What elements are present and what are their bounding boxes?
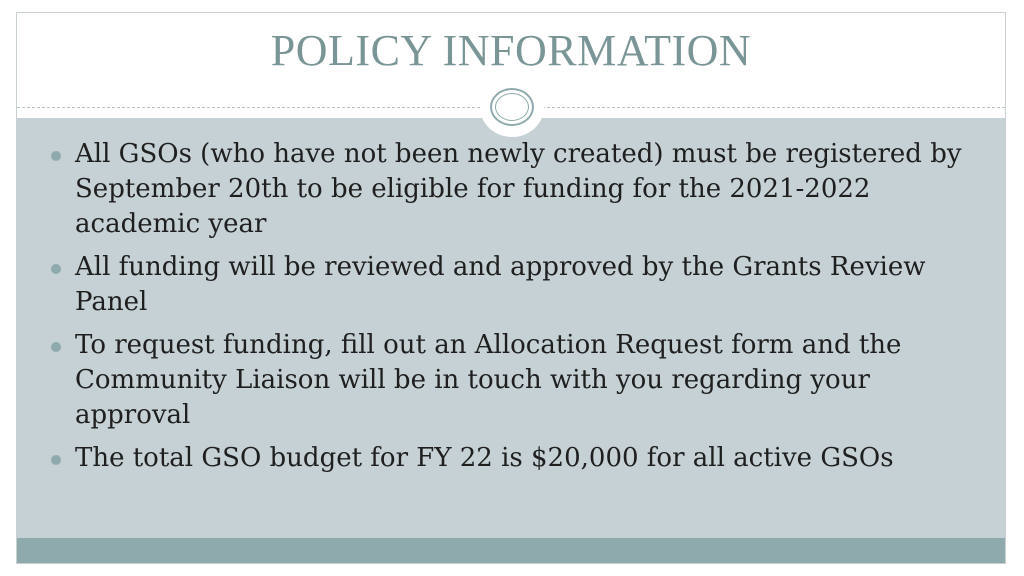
bullet-text: All funding will be reviewed and approved by the Grants Review Panel — [75, 252, 926, 317]
bullet-text: To request funding, fill out an Allocation Request form and the Community Liaison will be in touch with you regarding your approval — [75, 330, 902, 430]
bullet-dot-icon — [51, 342, 61, 352]
footer-band — [17, 538, 1005, 564]
slide — [16, 12, 1006, 564]
bullet-dot-icon — [51, 264, 61, 274]
bullet-text: All GSOs (who have not been newly created) must be registered by September 20th to be eligible for funding for the 2021-2022 academic year — [75, 139, 962, 239]
bullet-dot-icon — [51, 455, 61, 465]
bullet-text: The total GSO budget for FY 22 is $20,000 for all active GSOs — [75, 443, 894, 473]
ornament-inner-ring — [495, 93, 529, 121]
bullet-item — [47, 137, 987, 242]
slide-title: POLICY INFORMATION — [270, 26, 752, 75]
bullet-item — [47, 250, 987, 320]
bullet-item — [47, 441, 987, 476]
bullet-dot-icon — [51, 151, 61, 161]
bullet-item — [47, 328, 987, 433]
bullet-list — [47, 137, 987, 484]
